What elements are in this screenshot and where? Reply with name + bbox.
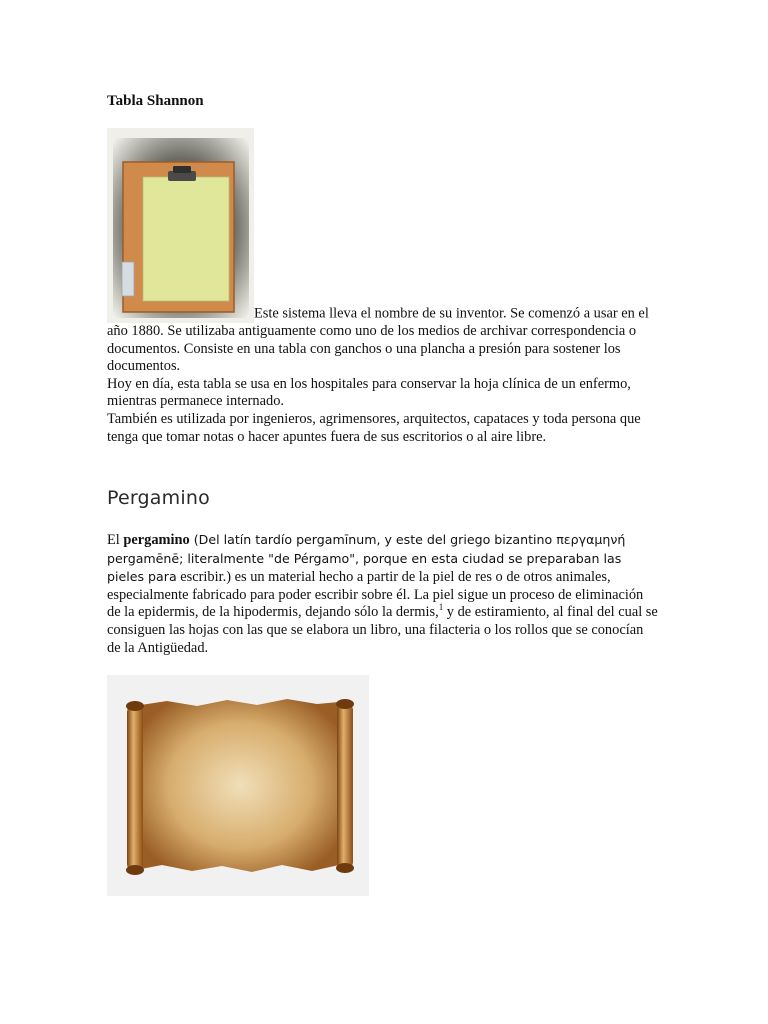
pergamino-paragraph — [107, 531, 659, 657]
pergamino-body-b: y de estiramiento, al final del cual se consiguen las hojas con las que se elabora un libro, una filacteria o los rollos que se conocían de la Antigüedad. — [107, 604, 658, 656]
pergamino-etymology: (Del latín tardío pergamīnum, y este del griego bizantino περγαμηνή pergamēnē; literalmente "de Pérgamo", porque en esta ciudad se preparaban las pieles para — [107, 532, 626, 585]
clipboard-image — [107, 128, 254, 323]
section-title-tabla-shannon: Tabla Shannon — [107, 93, 204, 109]
scroll-image-frame — [107, 675, 369, 896]
pergamino-intro-el: El — [107, 532, 124, 548]
tabla-shannon-paragraph — [107, 128, 659, 446]
section-heading-pergamino: Pergamino — [107, 487, 210, 509]
footnote-ref-1[interactable]: 1 — [438, 602, 444, 613]
tabla-shannon-lead-text: Este sistema lleva el nombre de su inventor. Se comenzó a usar en el año 1880. Se utilizaba antiguamente como uno de los medios de archivar correspondencia o documentos. Consiste en una tabla con ganchos o una plancha a presión para sostener los documentos. — [107, 305, 649, 375]
tabla-shannon-uses-text: También es utilizada por ingenieros, agrimensores, arquitectos, capataces y toda persona que tenga que tomar notas o hacer apuntes fuera de sus escritorios o al aire libre. — [107, 410, 641, 445]
pergamino-term: pergamino — [123, 532, 190, 548]
pergamino-body-a: escribir.) es un material hecho a partir de la piel de res o de otros animales, especialmente fabricado para poder escribir sobre él. La piel sigue un proceso de eliminación de la epidermis, de la hipodermis, dejando sólo la dermis, — [107, 569, 644, 621]
parchment-scroll-image — [107, 675, 369, 896]
tabla-shannon-hospital-text: Hoy en día, esta tabla se usa en los hospitales para conservar la hoja clínica de un enfermo, mientras permanece internado. — [107, 375, 631, 410]
